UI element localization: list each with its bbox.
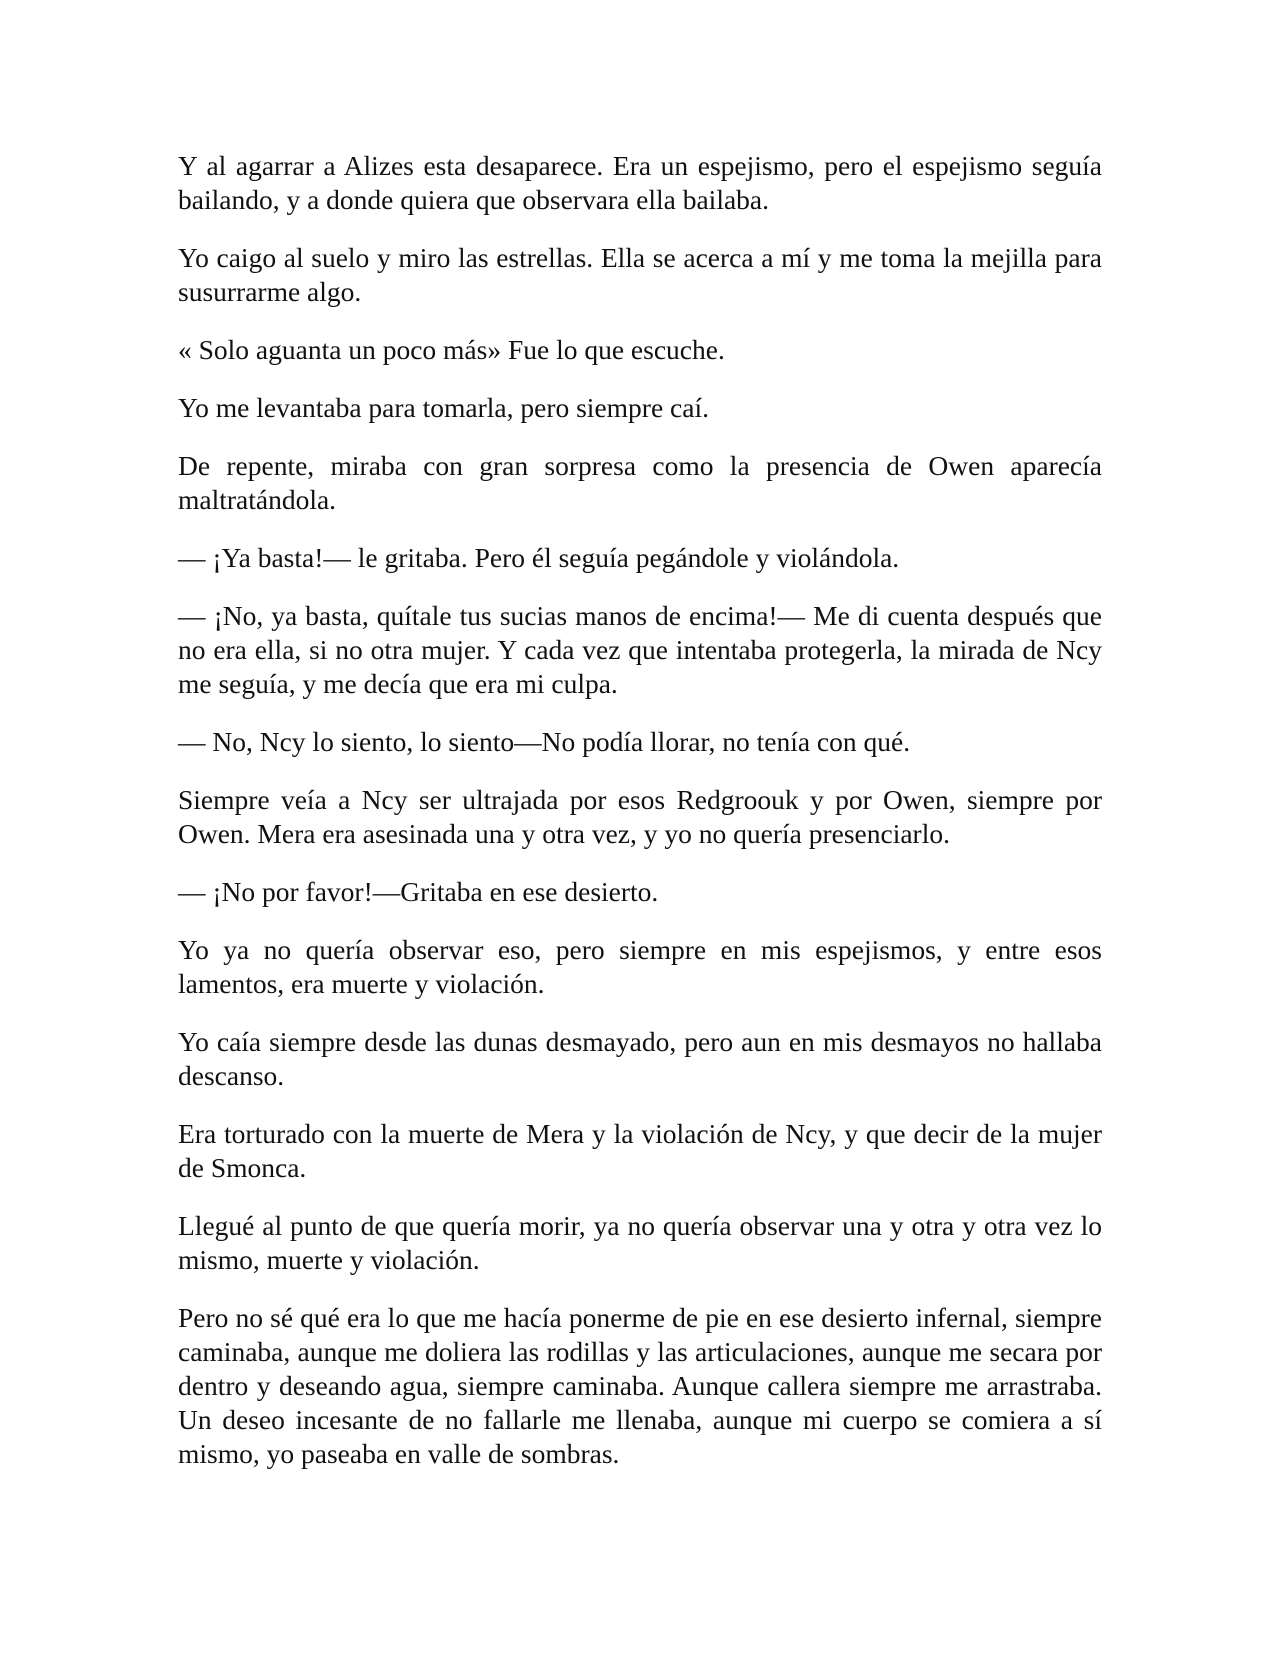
paragraph: De repente, miraba con gran sorpresa como la presencia de Owen aparecía maltratándola. — [178, 450, 1102, 515]
paragraph: Llegué al punto de que quería morir, ya no quería observar una y otra y otra vez lo mismo, muerte y violación. — [178, 1210, 1102, 1275]
paragraph: Yo caía siempre desde las dunas desmayado, pero aun en mis desmayos no hallaba descanso. — [178, 1026, 1102, 1091]
paragraph: « Solo aguanta un poco más» Fue lo que escuche. — [178, 334, 725, 365]
body-text — [178, 149, 1102, 1471]
paragraph: Yo me levantaba para tomarla, pero siempre caí. — [178, 392, 709, 423]
paragraph: Era torturado con la muerte de Mera y la violación de Ncy, y que decir de la mujer de Smonca. — [178, 1118, 1102, 1183]
paragraph: — No, Ncy lo siento, lo siento—No podía llorar, no tenía con qué. — [178, 726, 911, 757]
paragraph: — ¡No, ya basta, quítale tus sucias manos de encima!— Me di cuenta después que no era ella, si no otra mujer. Y cada vez que intentaba protegerla, la mirada de Ncy me seguía, y me decía que era mi culpa. — [178, 600, 1102, 699]
paragraph: Siempre veía a Ncy ser ultrajada por esos Redgroouk y por Owen, siempre por Owen. Mera era asesinada una y otra vez, y yo no quería presenciarlo. — [178, 784, 1102, 849]
paragraph: Yo ya no quería observar eso, pero siempre en mis espejismos, y entre esos lamentos, era muerte y violación. — [178, 934, 1102, 999]
paragraph: — ¡No por favor!—Gritaba en ese desierto. — [178, 876, 659, 907]
paragraph: Pero no sé qué era lo que me hacía ponerme de pie en ese desierto infernal, siempre caminaba, aunque me doliera las rodillas y las articulaciones, aunque me secara por dentro y deseando agua, siempre caminaba. Aunque callera siempre me arrastraba. Un deseo incesante de no fallarle me llenaba, aunque mi cuerpo se comiera a sí mismo, yo paseaba en valle de sombras. — [178, 1302, 1102, 1469]
paragraph: Yo caigo al suelo y miro las estrellas. Ella se acerca a mí y me toma la mejilla para susurrarme algo. — [178, 242, 1102, 307]
paragraph: — ¡Ya basta!— le gritaba. Pero él seguía pegándole y violándola. — [178, 542, 900, 573]
paragraph: Y al agarrar a Alizes esta desaparece. Era un espejismo, pero el espejismo seguía bailando, y a donde quiera que observara ella bailaba. — [178, 150, 1102, 215]
